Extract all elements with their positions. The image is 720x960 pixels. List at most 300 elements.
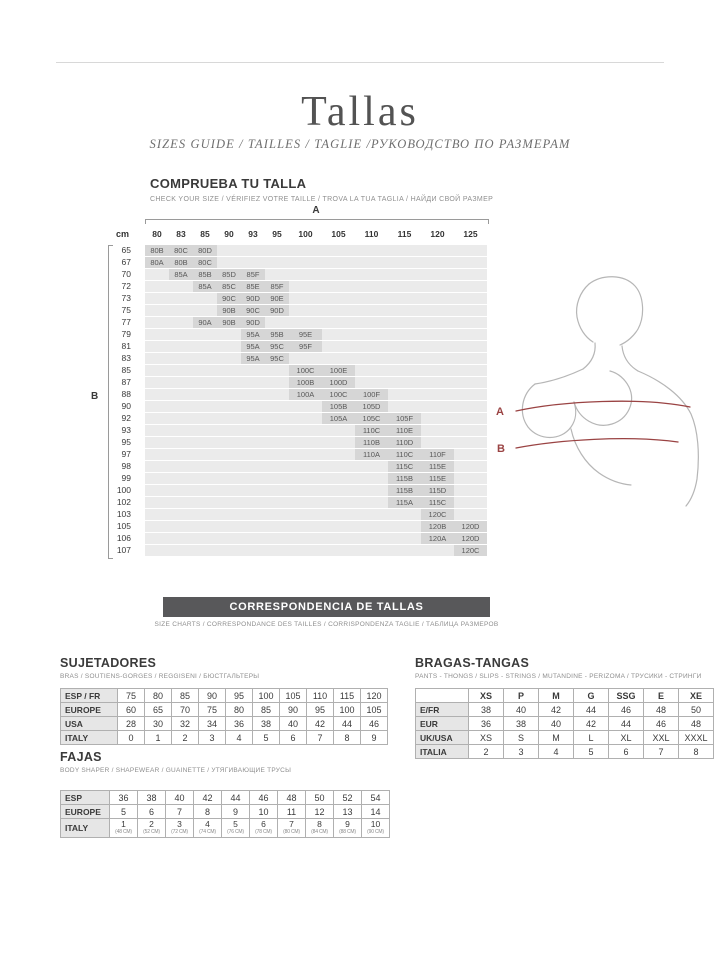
size-grid-row: [88, 437, 487, 449]
size-cell: [145, 377, 169, 388]
size-cell: [322, 269, 355, 280]
size-value-cell: 46: [644, 717, 679, 731]
size-cell: [289, 449, 322, 460]
row-label: ESP: [61, 791, 110, 805]
size-cell: [193, 425, 217, 436]
size-cell: [289, 353, 322, 364]
size-cell: [454, 461, 487, 472]
size-value-cell: 3: [504, 745, 539, 759]
grid-row-label: 75: [121, 305, 131, 315]
row-label: EUROPE: [61, 703, 118, 717]
size-value-cell: 90: [199, 689, 226, 703]
size-grid-row: [88, 341, 487, 353]
size-cell: [265, 497, 289, 508]
size-cell: [388, 377, 421, 388]
size-cell: [169, 485, 193, 496]
row-label: ITALY: [61, 731, 118, 745]
size-cell: [454, 365, 487, 376]
size-cell: [454, 281, 487, 292]
size-cell: 105B: [322, 401, 355, 412]
size-cell: 120B: [421, 521, 454, 532]
column-header: M: [539, 689, 574, 703]
table-row: [61, 791, 390, 805]
size-cell: 100B: [289, 377, 322, 388]
grid-row-label: 77: [121, 317, 131, 327]
bust-measurement-figure: [492, 272, 707, 507]
grid-column-header: 93: [248, 229, 258, 239]
size-value-cell: 11: [278, 805, 306, 819]
grid-column-header: 80: [152, 229, 162, 239]
size-cell: [265, 413, 289, 424]
size-cell: 120D: [454, 521, 487, 532]
size-cell: [169, 329, 193, 340]
size-cell: [169, 353, 193, 364]
size-cell: [289, 461, 322, 472]
size-cell: [355, 269, 388, 280]
size-cell: 85A: [193, 281, 217, 292]
size-value-cell: 85: [253, 703, 280, 717]
axis-a-label: A: [312, 205, 320, 216]
size-cell: [388, 281, 421, 292]
size-cell: 95C: [265, 353, 289, 364]
size-cell: [145, 269, 169, 280]
size-cell: [169, 437, 193, 448]
size-grid-row: [88, 353, 487, 365]
grid-column-header: 115: [397, 229, 412, 239]
size-cell: 105A: [322, 413, 355, 424]
grid-row-label: 95: [121, 437, 131, 447]
size-cell: [145, 521, 169, 532]
size-value-cell: 42: [574, 717, 609, 731]
size-cell: 95B: [265, 329, 289, 340]
size-cell: [265, 533, 289, 544]
size-value-cell: 75: [199, 703, 226, 717]
size-cell: [241, 401, 265, 412]
grid-row-label: 87: [121, 377, 131, 387]
size-cell: [322, 449, 355, 460]
size-cell: [322, 293, 355, 304]
size-cell: [145, 281, 169, 292]
grid-column-header: 100: [298, 229, 313, 239]
size-cell: 95C: [265, 341, 289, 352]
size-cell: [421, 293, 454, 304]
size-cell: 85D: [217, 269, 241, 280]
size-cell: [217, 545, 241, 556]
size-cell: [289, 545, 322, 556]
grid-column-header: 95: [272, 229, 282, 239]
size-cell: [421, 365, 454, 376]
size-cell: [388, 389, 421, 400]
size-cell: [289, 317, 322, 328]
size-cell: [355, 377, 388, 388]
size-charts-banner: CORRESPONDENCIA DE TALLAS: [163, 597, 490, 617]
size-cell: [193, 293, 217, 304]
figure-b-label: B: [497, 443, 505, 455]
size-cell: 90C: [217, 293, 241, 304]
size-cell: [169, 461, 193, 472]
panties-table: [415, 688, 714, 759]
measurement-lines: [496, 401, 690, 455]
size-cell: [193, 449, 217, 460]
size-cell: 115D: [421, 485, 454, 496]
size-cell: [322, 257, 355, 268]
grid-row-label: 72: [121, 281, 131, 291]
grid-row-label: 97: [121, 449, 131, 459]
size-cell: 105F: [388, 413, 421, 424]
size-cell: [265, 473, 289, 484]
check-size-title: COMPRUEBA TU TALLA: [150, 176, 307, 191]
size-cell: [388, 533, 421, 544]
size-cell: [169, 497, 193, 508]
size-cell: [241, 389, 265, 400]
size-value-cell: 7: [307, 731, 334, 745]
size-cell: [145, 305, 169, 316]
size-cell: [421, 545, 454, 556]
grid-row-label: 65: [121, 245, 131, 255]
size-cell: [217, 389, 241, 400]
size-value-cell: 65: [145, 703, 172, 717]
size-value-cell: 44: [222, 791, 250, 805]
size-cell: [145, 437, 169, 448]
table-row: [61, 703, 388, 717]
size-cell: [322, 485, 355, 496]
size-grid-row: [88, 449, 487, 461]
size-cell: 90D: [265, 305, 289, 316]
row-label: E/FR: [416, 703, 469, 717]
grid-row-label: 67: [121, 257, 131, 267]
size-cell: 85B: [193, 269, 217, 280]
size-cell: [265, 509, 289, 520]
size-value-cell: 13: [334, 805, 362, 819]
size-cell: [355, 485, 388, 496]
table-row: [416, 745, 714, 759]
size-cell: [241, 449, 265, 460]
size-value-cell: 5 (76 CM): [222, 819, 250, 838]
size-cell: [217, 533, 241, 544]
size-cell: [217, 341, 241, 352]
figure-a-label: A: [496, 406, 504, 418]
size-value-cell: 2 (52 CM): [138, 819, 166, 838]
size-cell: 90A: [193, 317, 217, 328]
size-value-cell: 36: [469, 717, 504, 731]
size-cell: [265, 461, 289, 472]
size-cell: [388, 353, 421, 364]
size-cell: [265, 377, 289, 388]
size-cell: [421, 425, 454, 436]
size-value-cell: 80: [226, 703, 253, 717]
size-cell: [169, 413, 193, 424]
size-cell: [265, 269, 289, 280]
panties-section-title: BRAGAS-TANGAS: [415, 656, 530, 670]
size-cell: [145, 293, 169, 304]
size-cell: [355, 305, 388, 316]
size-value-cell: 95: [226, 689, 253, 703]
size-cell: [217, 245, 241, 256]
size-cell: [289, 509, 322, 520]
size-cell: [289, 425, 322, 436]
size-cell: [241, 497, 265, 508]
size-cell: [454, 449, 487, 460]
column-header: [416, 689, 469, 703]
size-cell: 85C: [217, 281, 241, 292]
table-row: [61, 805, 390, 819]
size-value-cell: 48: [278, 791, 306, 805]
size-cell: [388, 245, 421, 256]
size-value-cell: 6: [280, 731, 307, 745]
size-grid-row: [88, 485, 487, 497]
size-cell: [454, 437, 487, 448]
size-cell: [217, 461, 241, 472]
top-divider: [56, 62, 664, 63]
size-grid-header-row: [88, 229, 487, 239]
size-cell: [421, 281, 454, 292]
grid-column-header: 110: [364, 229, 379, 239]
size-cell: [421, 257, 454, 268]
size-cell: [289, 497, 322, 508]
size-cell: [169, 281, 193, 292]
grid-row-label: 93: [121, 425, 131, 435]
size-value-cell: 5: [253, 731, 280, 745]
size-cell: 115E: [421, 473, 454, 484]
size-cell: [217, 257, 241, 268]
size-cell: [217, 521, 241, 532]
table-row: [416, 703, 714, 717]
size-cell: [421, 329, 454, 340]
size-value-cell: L: [574, 731, 609, 745]
size-cell: [454, 425, 487, 436]
size-cell: 105C: [355, 413, 388, 424]
grid-row-label: 85: [121, 365, 131, 375]
size-cell: 120C: [421, 509, 454, 520]
size-cell: [241, 425, 265, 436]
row-label: ITALIA: [416, 745, 469, 759]
size-cell: [241, 485, 265, 496]
size-cell: [322, 281, 355, 292]
size-cell: [265, 425, 289, 436]
size-value-cell: 5: [574, 745, 609, 759]
size-cell: [217, 413, 241, 424]
grid-row-label: 73: [121, 293, 131, 303]
size-cell: 90B: [217, 317, 241, 328]
grid-row-label: 103: [116, 509, 131, 519]
size-value-cell: 110: [307, 689, 334, 703]
size-cell: [241, 509, 265, 520]
table-row: [416, 717, 714, 731]
size-cell: [322, 473, 355, 484]
grid-row-label: 99: [121, 473, 131, 483]
size-cell: [454, 245, 487, 256]
size-cell: 110C: [355, 425, 388, 436]
table-row: [416, 731, 714, 745]
size-cell: [169, 425, 193, 436]
size-value-cell: 14: [362, 805, 390, 819]
size-value-cell: 46: [609, 703, 644, 717]
size-cell: [355, 317, 388, 328]
size-cell: [217, 473, 241, 484]
page-subtitle: SIZES GUIDE / TAILLES / TAGLIE /РУКОВОДСТВО ПО РАЗМЕРАМ: [149, 137, 571, 151]
size-cell: 110B: [355, 437, 388, 448]
size-value-cell: 75: [118, 689, 145, 703]
size-value-cell: 120: [361, 689, 388, 703]
size-value-cell: 2: [469, 745, 504, 759]
size-value-cell: 8: [679, 745, 714, 759]
size-value-cell: 9 (88 CM): [334, 819, 362, 838]
size-grid-row: [88, 461, 487, 473]
size-cell: [388, 509, 421, 520]
size-grid-row: [88, 497, 487, 509]
size-cell: [265, 545, 289, 556]
size-value-cell: 50: [306, 791, 334, 805]
size-cell: [169, 473, 193, 484]
size-value-cell: 80: [145, 689, 172, 703]
size-cell: [355, 509, 388, 520]
size-cell: [193, 437, 217, 448]
size-grid-row: [88, 293, 487, 305]
size-value-cell: 42: [194, 791, 222, 805]
size-cell: [217, 437, 241, 448]
size-value-cell: M: [539, 731, 574, 745]
size-cell: [355, 365, 388, 376]
column-header: XE: [679, 689, 714, 703]
size-cell: [265, 317, 289, 328]
size-value-cell: 34: [199, 717, 226, 731]
grid-row-label: 88: [121, 389, 131, 399]
size-value-cell: XS: [469, 731, 504, 745]
size-cell: [169, 293, 193, 304]
size-cell: [289, 521, 322, 532]
size-value-cell: 1: [145, 731, 172, 745]
size-grid-row: [88, 473, 487, 485]
size-value-cell: 46: [361, 717, 388, 731]
size-cell: 115B: [388, 473, 421, 484]
size-cell: 115C: [388, 461, 421, 472]
size-cell: [454, 497, 487, 508]
size-cell: [421, 437, 454, 448]
size-cell: 100D: [322, 377, 355, 388]
size-cell: 110E: [388, 425, 421, 436]
size-cell: [388, 269, 421, 280]
grid-column-header: 83: [176, 229, 186, 239]
size-cell: 90E: [265, 293, 289, 304]
size-cell: 120C: [454, 545, 487, 556]
axis-b-label: B: [91, 391, 99, 402]
size-cell: 110D: [388, 437, 421, 448]
size-cell: [193, 401, 217, 412]
size-cell: [193, 509, 217, 520]
size-cell: [145, 317, 169, 328]
bras-section-title: SUJETADORES: [60, 656, 157, 670]
grid-column-header: 125: [463, 229, 478, 239]
row-label: UK/USA: [416, 731, 469, 745]
row-label: EUROPE: [61, 805, 110, 819]
size-cell: [355, 257, 388, 268]
size-grid-row: [88, 365, 487, 377]
size-value-cell: 6: [609, 745, 644, 759]
size-cell: [169, 365, 193, 376]
row-label: ESP / FR: [61, 689, 118, 703]
size-grid-row: [88, 329, 487, 341]
size-value-cell: 2: [172, 731, 199, 745]
size-value-cell: 42: [539, 703, 574, 717]
size-cell: 95A: [241, 353, 265, 364]
size-cell: [355, 545, 388, 556]
size-cell: [421, 245, 454, 256]
size-cell: [454, 485, 487, 496]
size-cell: [193, 485, 217, 496]
size-cell: [145, 449, 169, 460]
size-cell: [421, 353, 454, 364]
size-cell: [193, 341, 217, 352]
grid-row-label: 102: [116, 497, 131, 507]
size-cell: [145, 341, 169, 352]
size-cell: 95E: [289, 329, 322, 340]
size-cell: [217, 485, 241, 496]
size-cell: [217, 497, 241, 508]
check-size-subtitle: CHECK YOUR SIZE / VÉRIFIEZ VOTRE TAILLE / TROVA LA TUA TAGLIA / НАЙДИ СВОЙ РАЗМЕР: [150, 196, 494, 203]
size-grid-row: [88, 305, 487, 317]
size-cell: 110A: [355, 449, 388, 460]
size-cell: [265, 365, 289, 376]
size-cell: [193, 473, 217, 484]
size-cell: 100C: [289, 365, 322, 376]
size-cell: [355, 281, 388, 292]
size-value-cell: 0: [118, 731, 145, 745]
size-cell: [241, 377, 265, 388]
grid-row-label: 100: [116, 485, 131, 495]
size-grid-row: [88, 389, 487, 401]
size-cell: 80A: [145, 257, 169, 268]
page-title: Tallas: [301, 89, 419, 135]
size-cell: [355, 293, 388, 304]
size-value-cell: 38: [138, 791, 166, 805]
column-header: XS: [469, 689, 504, 703]
size-grid-row: [88, 545, 487, 557]
size-grid-row: [88, 533, 487, 545]
size-cell: [421, 305, 454, 316]
size-grid: [88, 205, 490, 563]
size-cell: 80D: [193, 245, 217, 256]
size-cell: [355, 341, 388, 352]
size-cell: [241, 533, 265, 544]
size-value-cell: 100: [253, 689, 280, 703]
size-cell: [322, 461, 355, 472]
size-cell: [388, 341, 421, 352]
size-cell: [265, 437, 289, 448]
size-value-cell: 40: [166, 791, 194, 805]
size-cell: [193, 497, 217, 508]
size-grid-row: [88, 317, 487, 329]
size-cell: [217, 425, 241, 436]
size-value-cell: 85: [172, 689, 199, 703]
size-cell: 115C: [421, 497, 454, 508]
size-cell: [241, 521, 265, 532]
size-cell: [454, 377, 487, 388]
grid-row-label: 79: [121, 329, 131, 339]
size-value-cell: 12: [306, 805, 334, 819]
size-cell: 90C: [241, 305, 265, 316]
size-cell: [322, 245, 355, 256]
size-cell: [289, 257, 322, 268]
shapewear-section-subtitle: BODY SHAPER / SHAPEWEAR / GUAINETTE / УТЯГИВАЮЩИЕ ТРУСЫ: [60, 767, 292, 774]
size-value-cell: 95: [307, 703, 334, 717]
size-cell: [322, 341, 355, 352]
size-charts-banner-subtitle: SIZE CHARTS / CORRESPONDANCE DES TAILLES / CORRISPONDENZA TAGLIE / ТАБЛИЦА РАЗМЕРОВ: [154, 621, 499, 628]
size-value-cell: 105: [361, 703, 388, 717]
size-cell: [241, 437, 265, 448]
size-cell: [322, 497, 355, 508]
size-value-cell: 42: [307, 717, 334, 731]
size-cell: [322, 509, 355, 520]
